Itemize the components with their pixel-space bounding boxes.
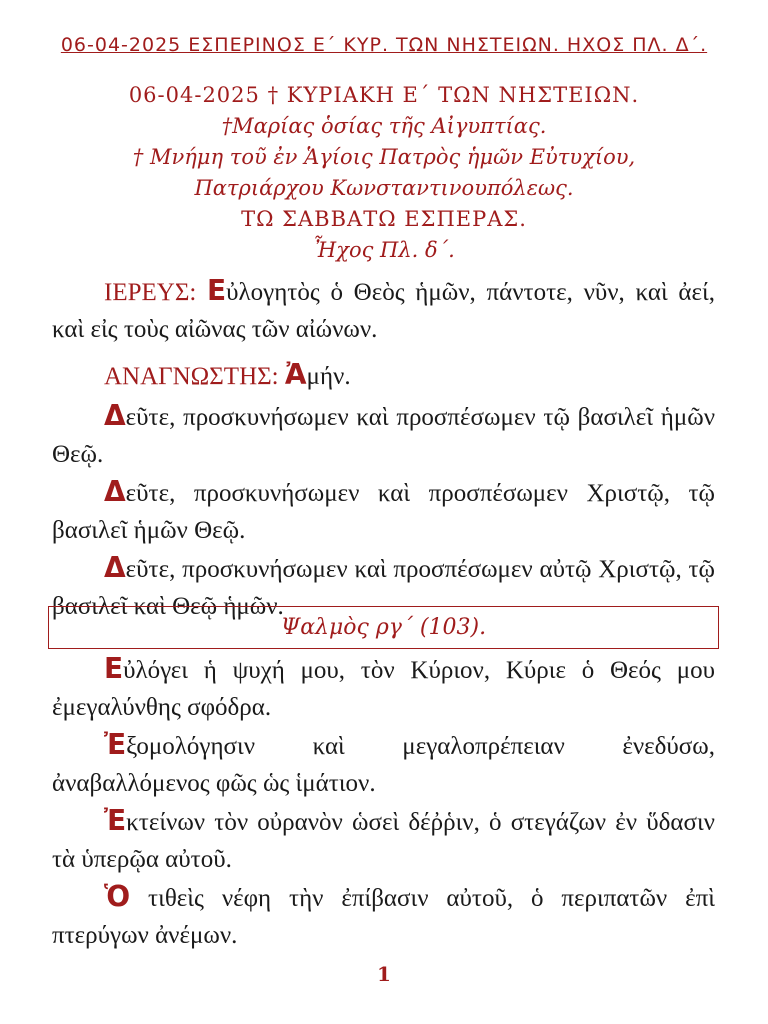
role-label: ΑΝΑΓΝΩΣΤΗΣ: <box>104 363 285 390</box>
psalm-verse <box>52 726 715 802</box>
psalm-verse <box>52 650 715 726</box>
paragraph-text: εῦτε, προσκυνήσωμεν καὶ προσπέσωμεν τῷ βασιλεῖ ἡμῶν Θεῷ. <box>52 404 715 468</box>
drop-initial: Δ <box>104 551 126 584</box>
document-header: 06-04-2025 ΕΣΠΕΡΙΝΟΣ Ε΄ ΚΥΡ. ΤΩΝ ΝΗΣΤΕΙΩΝ. ΗΧΟΣ ΠΛ. Δ΄. <box>60 34 708 56</box>
opening-section <box>52 272 715 625</box>
paragraph-text: μήν. <box>306 363 351 390</box>
drop-initial: Ε <box>104 652 124 685</box>
page-number: 1 <box>377 962 391 986</box>
paragraph <box>52 356 715 395</box>
paragraph-text: εῦτε, προσκυνήσωμεν καὶ προσπέσωμεν Χριστῷ, τῷ βασιλεῖ ἡμῶν Θεῷ. <box>52 480 715 544</box>
drop-initial: Ε <box>207 274 227 307</box>
role-label: ΙΕΡΕΥΣ: <box>104 279 208 306</box>
drop-initial: Ἐ <box>104 804 127 837</box>
paragraph <box>52 272 715 348</box>
drop-initial: Δ <box>104 399 126 432</box>
verse-text: ξομολόγησιν καὶ μεγαλοπρέπειαν ἐνεδύσω, ἀναβαλλόμενος φῶς ὡς ἱμάτιον. <box>52 733 715 797</box>
subtitle-date-line: 06-04-2025 † ΚΥΡΙΑΚΗ Ε΄ ΤΩΝ ΝΗΣΤΕΙΩΝ. <box>128 83 640 107</box>
drop-initial: Ἐ <box>104 728 127 761</box>
paragraph-text: εῦτε, προσκυνήσωμεν καὶ προσπέσωμεν αὐτῷ Χριστῷ, τῷ βασιλεῖ καὶ Θεῷ ἡμῶν. <box>52 556 715 620</box>
psalm-verse <box>52 802 715 878</box>
subtitle-tone-line: Ἦχος Πλ. δ΄. <box>313 238 455 262</box>
psalm-verse <box>52 878 715 954</box>
drop-initial: Ὁ <box>104 880 131 913</box>
paragraph <box>52 397 715 473</box>
subtitle-saint-line: †Μαρίας ὁσίας τῆς Αἰγυπτίας. <box>221 114 547 138</box>
verse-text: ὐλόγει ἡ ψυχή μου, τὸν Κύριον, Κύριε ὁ Θεός μου ἐμεγαλύνθης σφόδρα. <box>52 657 715 721</box>
paragraph <box>52 473 715 549</box>
drop-initial: Δ <box>104 475 126 508</box>
subtitle-evening-line: ΤΩ ΣΑΒΒΑΤΩ ΕΣΠΕΡΑΣ. <box>241 207 527 231</box>
verse-text: κτείνων τὸν οὐρανὸν ὡσεὶ δέῤῥιν, ὁ στεγάζων ἐν ὕδασιν τὰ ὑπερῷα αὐτοῦ. <box>52 809 715 873</box>
subtitle-patriarch-line: Πατριάρχου Κωνσταντινουπόλεως. <box>194 176 574 200</box>
psalm-title-box: Ψαλμὸς ργ΄ (103). <box>48 606 719 649</box>
paragraph-text: ὐλογητὸς ὁ Θεὸς ἡμῶν, πάντοτε, νῦν, καὶ ἀεί, καὶ εἰς τοὺς αἰῶνας τῶν αἰώνων. <box>52 279 715 343</box>
verse-text: τιθεὶς νέφη τὴν ἐπίβασιν αὐτοῦ, ὁ περιπατῶν ἐπὶ πτερύγων ἀνέμων. <box>52 885 715 949</box>
drop-initial: Ἀ <box>284 358 307 391</box>
service-subtitle <box>0 80 768 266</box>
psalm-section <box>52 650 715 954</box>
subtitle-memory-line: † Μνήμη τοῦ ἐν Ἁγίοις Πατρὸς ἡμῶν Εὐτυχίου, <box>132 145 636 169</box>
